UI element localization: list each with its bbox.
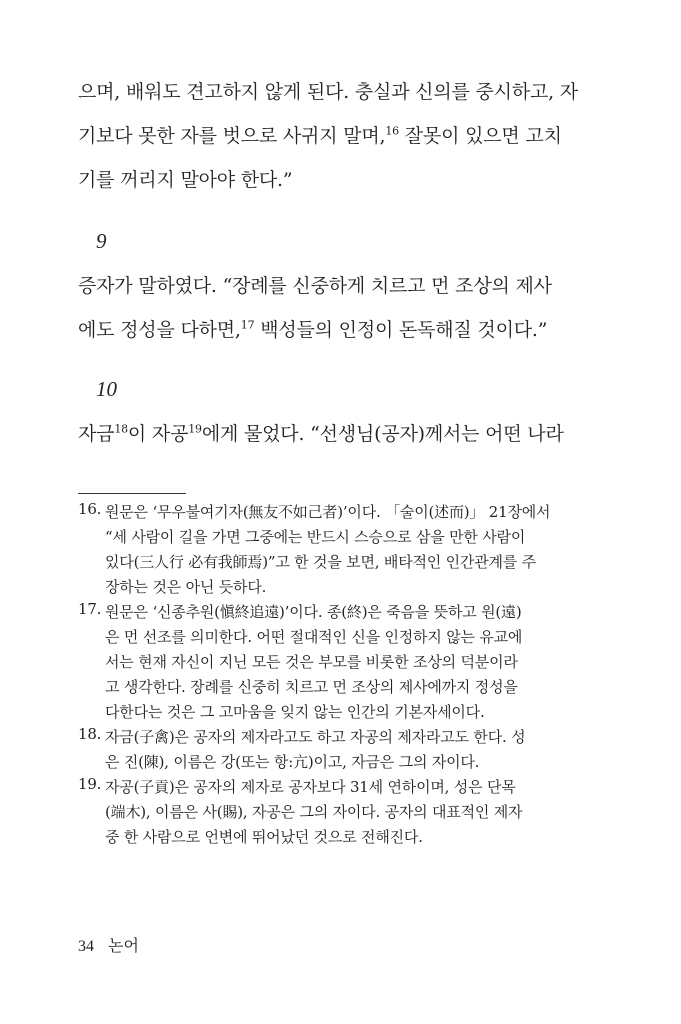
footnote-line: 원문은 ‘무우불여기자(無友不如己者)’이다. 「술이(述而)」 21장에서 — [105, 503, 551, 521]
footnote-number: 16. — [78, 500, 102, 518]
text-segment: 잘못이 있으면 고치 — [398, 125, 562, 147]
page-number: 34 — [78, 938, 94, 955]
footnote-number: 19. — [78, 775, 102, 793]
footnote-line: 있다(三人行 必有我師焉)”고 한 것을 보면, 배타적인 인간관계를 주 — [105, 553, 536, 571]
text-line: 증자가 말하였다. “장례를 신중하게 치르고 먼 조상의 제사 — [78, 275, 552, 297]
text-line — [78, 412, 600, 456]
footnote-line: “세 사람이 길을 가면 그중에는 반드시 스승으로 삼을 만한 사람이 — [105, 528, 526, 546]
text-segment: 기보다 못한 자를 벗으로 사귀지 말며, — [78, 125, 386, 147]
footnote-19 — [78, 775, 600, 850]
footnote-ref-18[interactable]: 18 — [114, 422, 128, 436]
footnote-17 — [78, 600, 600, 725]
text-segment: 에도 정성을 다하면, — [78, 319, 241, 341]
text-segment: 백성들의 인정이 돈독해질 것이다.” — [254, 319, 548, 341]
footnote-ref-19[interactable]: 19 — [188, 422, 202, 436]
running-title: 논어 — [108, 938, 139, 955]
footnote-ref-17[interactable]: 17 — [240, 318, 255, 332]
footnote-line: (端木), 이름은 사(賜), 자공은 그의 자이다. 공자의 대표적인 제자 — [105, 803, 523, 821]
footnote-divider — [78, 493, 186, 494]
section-number-9: 9 — [96, 229, 107, 253]
text-line — [78, 308, 600, 352]
footnote-number: 18. — [78, 725, 102, 743]
main-paragraph-continuation — [78, 70, 600, 202]
footnote-line: 고 생각한다. 장례를 신중히 치르고 먼 조상의 제사에까지 정성을 — [105, 678, 518, 696]
text-line: 기를 꺼리지 말아야 한다.” — [78, 169, 293, 191]
footnote-number: 17. — [78, 600, 102, 618]
footnote-line: 장하는 것은 아닌 듯하다. — [105, 578, 267, 596]
footnotes — [78, 500, 600, 850]
text-segment: 자금 — [78, 423, 115, 445]
section-9-paragraph — [78, 264, 600, 352]
footnote-line: 서는 현재 자신이 지닌 모든 것은 부모를 비롯한 조상의 덕분이라 — [105, 653, 518, 671]
text-line: 으며, 배워도 견고하지 않게 된다. 충실과 신의를 중시하고, 자 — [78, 81, 578, 103]
footnote-line: 중 한 사람으로 언변에 뛰어났던 것으로 전해진다. — [105, 828, 423, 846]
footnote-line: 자공(子貢)은 공자의 제자로 공자보다 31세 연하이며, 성은 단목 — [105, 778, 516, 796]
footnote-line: 자금(子禽)은 공자의 제자라고도 하고 자공의 제자라고도 한다. 성 — [105, 728, 526, 746]
text-segment: 이 자공 — [127, 423, 189, 445]
section-10-paragraph — [78, 412, 600, 456]
footnote-line: 은 진(陳), 이름은 강(또는 항:亢)이고, 자금은 그의 자이다. — [105, 753, 480, 771]
footnote-line: 다한다는 것은 그 고마움을 잊지 않는 인간의 기본자세이다. — [105, 703, 485, 721]
page-footer — [78, 933, 139, 956]
section-number-10: 10 — [96, 377, 117, 401]
text-line — [78, 114, 600, 158]
footnote-16 — [78, 500, 600, 600]
text-segment: 에게 물었다. “선생님(공자)께서는 어떤 나라 — [201, 423, 564, 445]
footnote-ref-16[interactable]: 16 — [385, 124, 399, 138]
footnote-line: 원문은 ‘신종추원(愼終追遠)’이다. 종(終)은 죽음을 뜻하고 원(遠) — [105, 603, 522, 621]
footnote-line: 은 먼 선조를 의미한다. 어떤 절대적인 신을 인정하지 않는 유교에 — [105, 628, 523, 646]
footnote-18 — [78, 725, 600, 775]
